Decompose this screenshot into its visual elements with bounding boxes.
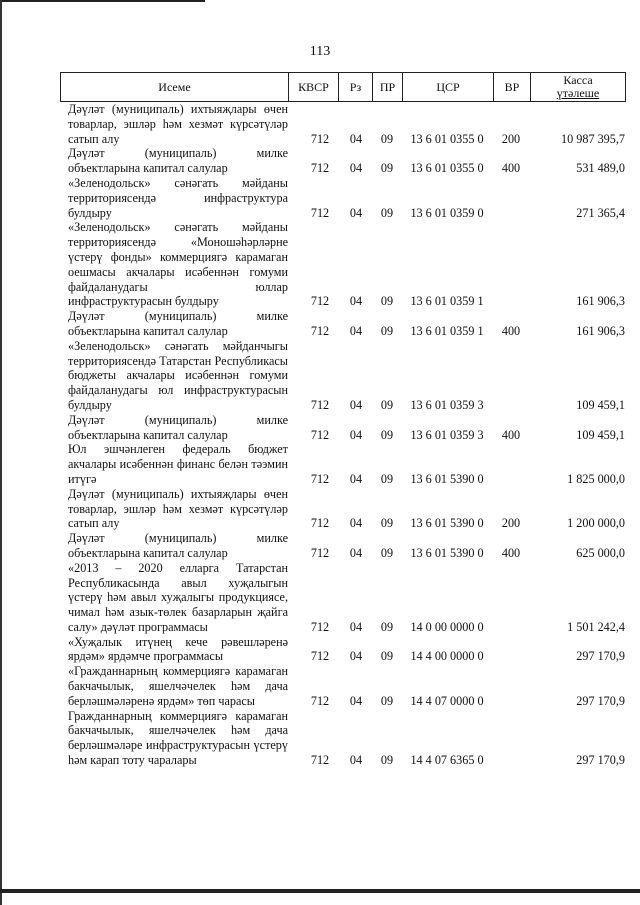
table-row — [60, 635, 626, 665]
kvsr-cell: 712 — [310, 397, 330, 412]
csr-cell: 13 6 01 0359 3 — [410, 427, 484, 442]
pr-cell: 09 — [380, 693, 394, 708]
item-name: Дәүләт (муниципаль) милке объектларына капитал салулар — [68, 309, 288, 338]
bottom-rule — [0, 889, 640, 893]
csr-cell: 13 6 01 5390 0 — [410, 516, 484, 531]
vr-cell: 200 — [501, 131, 521, 146]
rz-cell: 04 — [349, 294, 363, 309]
kvsr-cell: 712 — [310, 516, 330, 531]
pr-cell: 09 — [380, 427, 394, 442]
amount-cell: 10 987 395,7 — [561, 131, 625, 146]
table-row — [60, 220, 626, 309]
header-kvsr: КВСР — [289, 73, 339, 101]
rz-cell: 04 — [349, 397, 363, 412]
header-name: Исеме — [61, 73, 289, 101]
csr-cell: 13 6 01 0355 0 — [410, 161, 484, 176]
table-row — [60, 102, 626, 146]
kvsr-cell: 712 — [310, 471, 330, 486]
amount-cell: 271 365,4 — [576, 205, 625, 220]
pr-cell: 09 — [380, 649, 394, 664]
item-name: «Гражданнарның коммерциягә карамаган бакчачылык, яшелчәчелек һәм дача берләшмәләренә ярдәм» төп чарасы — [68, 664, 288, 708]
csr-cell: 14 0 00 0000 0 — [410, 619, 484, 634]
rz-cell: 04 — [349, 471, 363, 486]
amount-cell: 297 170,9 — [576, 753, 625, 768]
header-pr: ПР — [373, 73, 403, 101]
item-name: Дәүләт (муниципаль) милке объектларына капитал салулар — [68, 531, 288, 560]
pr-cell: 09 — [380, 471, 394, 486]
item-name: Гражданнарның коммерциягә карамаган бакчачылык, яшелчәчелек һәм дача берләшмәләре инфраструктурасын үстерү һәм карап тоту чаралары — [68, 708, 288, 768]
table-body — [60, 102, 626, 768]
kvsr-cell: 712 — [310, 205, 330, 220]
table-row — [60, 487, 626, 531]
kvsr-cell: 712 — [310, 323, 330, 338]
amount-cell: 109 459,1 — [576, 397, 625, 412]
vr-cell: 200 — [501, 516, 521, 531]
amount-cell: 1 200 000,0 — [567, 516, 625, 531]
item-name: «Хуҗалык итүнең кече рәвешләренә ярдәм» ярдәмче программасы — [68, 634, 288, 664]
pr-cell: 09 — [380, 753, 394, 768]
amount-cell: 1 501 242,4 — [567, 619, 625, 634]
table-row — [60, 531, 626, 561]
vr-cell: 400 — [501, 323, 521, 338]
csr-cell: 14 4 07 0000 0 — [410, 693, 484, 708]
pr-cell: 09 — [380, 619, 394, 634]
csr-cell: 14 4 07 6365 0 — [410, 753, 484, 768]
csr-cell: 13 6 01 5390 0 — [410, 545, 484, 560]
vr-cell: 400 — [501, 427, 521, 442]
rz-cell: 04 — [349, 545, 363, 560]
item-name: Юл эшчәнлеген федераль бюджет акчалары исәбеннән финанс белән тәэмин итүгә — [68, 442, 288, 486]
pr-cell: 09 — [380, 205, 394, 220]
kvsr-cell: 712 — [310, 619, 330, 634]
item-name: Дәүләт (муниципаль) ихтыяҗлары өчен товарлар, эшләр һәм хезмәт күрсәтүләр сатып алу — [68, 486, 288, 531]
rz-cell: 04 — [349, 161, 363, 176]
pr-cell: 09 — [380, 397, 394, 412]
table-row — [60, 309, 626, 339]
amount-cell: 625 000,0 — [576, 545, 625, 560]
rz-cell: 04 — [349, 205, 363, 220]
table-row — [60, 664, 626, 708]
csr-cell: 13 6 01 0359 1 — [410, 294, 484, 309]
pr-cell: 09 — [380, 323, 394, 338]
csr-cell: 14 4 00 0000 0 — [410, 649, 484, 664]
kvsr-cell: 712 — [310, 161, 330, 176]
vr-cell: 400 — [501, 161, 521, 176]
amount-cell: 297 170,9 — [576, 649, 625, 664]
csr-cell: 13 6 01 0359 3 — [410, 397, 484, 412]
item-name: Дәүләт (муниципаль) ихтыяҗлары өчен товарлар, эшләр һәм хезмәт күрсәтүләр сатып алу — [68, 102, 288, 146]
header-rz: Рз — [339, 73, 373, 101]
pr-cell: 09 — [380, 545, 394, 560]
header-vr: ВР — [494, 73, 531, 101]
kvsr-cell: 712 — [310, 545, 330, 560]
table-row — [60, 413, 626, 443]
rz-cell: 04 — [349, 131, 363, 146]
header-csr: ЦСР — [403, 73, 494, 101]
table-row — [60, 176, 626, 220]
csr-cell: 13 6 01 0355 0 — [410, 131, 484, 146]
pr-cell: 09 — [380, 294, 394, 309]
pr-cell: 09 — [380, 131, 394, 146]
header-kassa — [531, 73, 625, 101]
table-row — [60, 339, 626, 413]
rz-cell: 04 — [349, 693, 363, 708]
budget-table — [60, 72, 626, 768]
vr-cell: 400 — [501, 545, 521, 560]
table-row — [60, 146, 626, 176]
table-row — [60, 442, 626, 486]
item-name: «Зеленодольск» сәнәгать мәйданчыгы территориясендә Татарстан Республикасы бюджеты акчалары исәбеннән гомуми файдаланудагы юл инфраструктурасын булдыру — [68, 338, 288, 412]
pr-cell: 09 — [380, 516, 394, 531]
item-name: Дәүләт (муниципаль) милке объектларына капитал салулар — [68, 412, 288, 442]
item-name: «2013 – 2020 елларга Татарстан Республикасында авыл хуҗалыгын үстерү һәм авыл хуҗалыгы продукциясе, чимал һәм азык-төлек базарларын җайга салу» дәүләт программасы — [68, 560, 288, 634]
table-row — [60, 561, 626, 635]
amount-cell: 1 825 000,0 — [567, 471, 625, 486]
item-name: Дәүләт (муниципаль) милке объектларына капитал салулар — [68, 146, 288, 176]
csr-cell: 13 6 01 0359 1 — [410, 323, 484, 338]
rz-cell: 04 — [349, 323, 363, 338]
amount-cell: 161 906,3 — [576, 294, 625, 309]
rz-cell: 04 — [349, 516, 363, 531]
page-number: 113 — [309, 44, 331, 59]
kvsr-cell: 712 — [310, 131, 330, 146]
pr-cell: 09 — [380, 161, 394, 176]
rz-cell: 04 — [349, 427, 363, 442]
kvsr-cell: 712 — [310, 693, 330, 708]
table-row — [60, 709, 626, 768]
kvsr-cell: 712 — [310, 427, 330, 442]
rz-cell: 04 — [349, 619, 363, 634]
amount-cell: 109 459,1 — [576, 427, 625, 442]
header-kassa-line1: Касса — [563, 73, 593, 87]
kvsr-cell: 712 — [310, 294, 330, 309]
table-header — [60, 72, 626, 102]
kvsr-cell: 712 — [310, 649, 330, 664]
left-edge-rule — [0, 0, 2, 905]
item-name: «Зеленодольск» сәнәгать мәйданы территориясендә «Моношәһәрләрне үстерү фонды» коммерциягә карамаган оешмасы акчалары исәбеннән гомуми файдаланудагы юллар инфраструктурасын булдыру — [68, 220, 288, 309]
rz-cell: 04 — [349, 753, 363, 768]
top-rule — [0, 0, 205, 2]
amount-cell: 531 489,0 — [576, 161, 625, 176]
csr-cell: 13 6 01 5390 0 — [410, 471, 484, 486]
rz-cell: 04 — [349, 649, 363, 664]
item-name: «Зеленодольск» сәнәгать мәйданы территориясендә инфраструктура булдыру — [68, 175, 288, 220]
kvsr-cell: 712 — [310, 753, 330, 768]
amount-cell: 297 170,9 — [576, 693, 625, 708]
amount-cell: 161 906,3 — [576, 323, 625, 338]
header-kassa-line2: үтәлеше — [556, 86, 600, 100]
csr-cell: 13 6 01 0359 0 — [410, 205, 484, 220]
